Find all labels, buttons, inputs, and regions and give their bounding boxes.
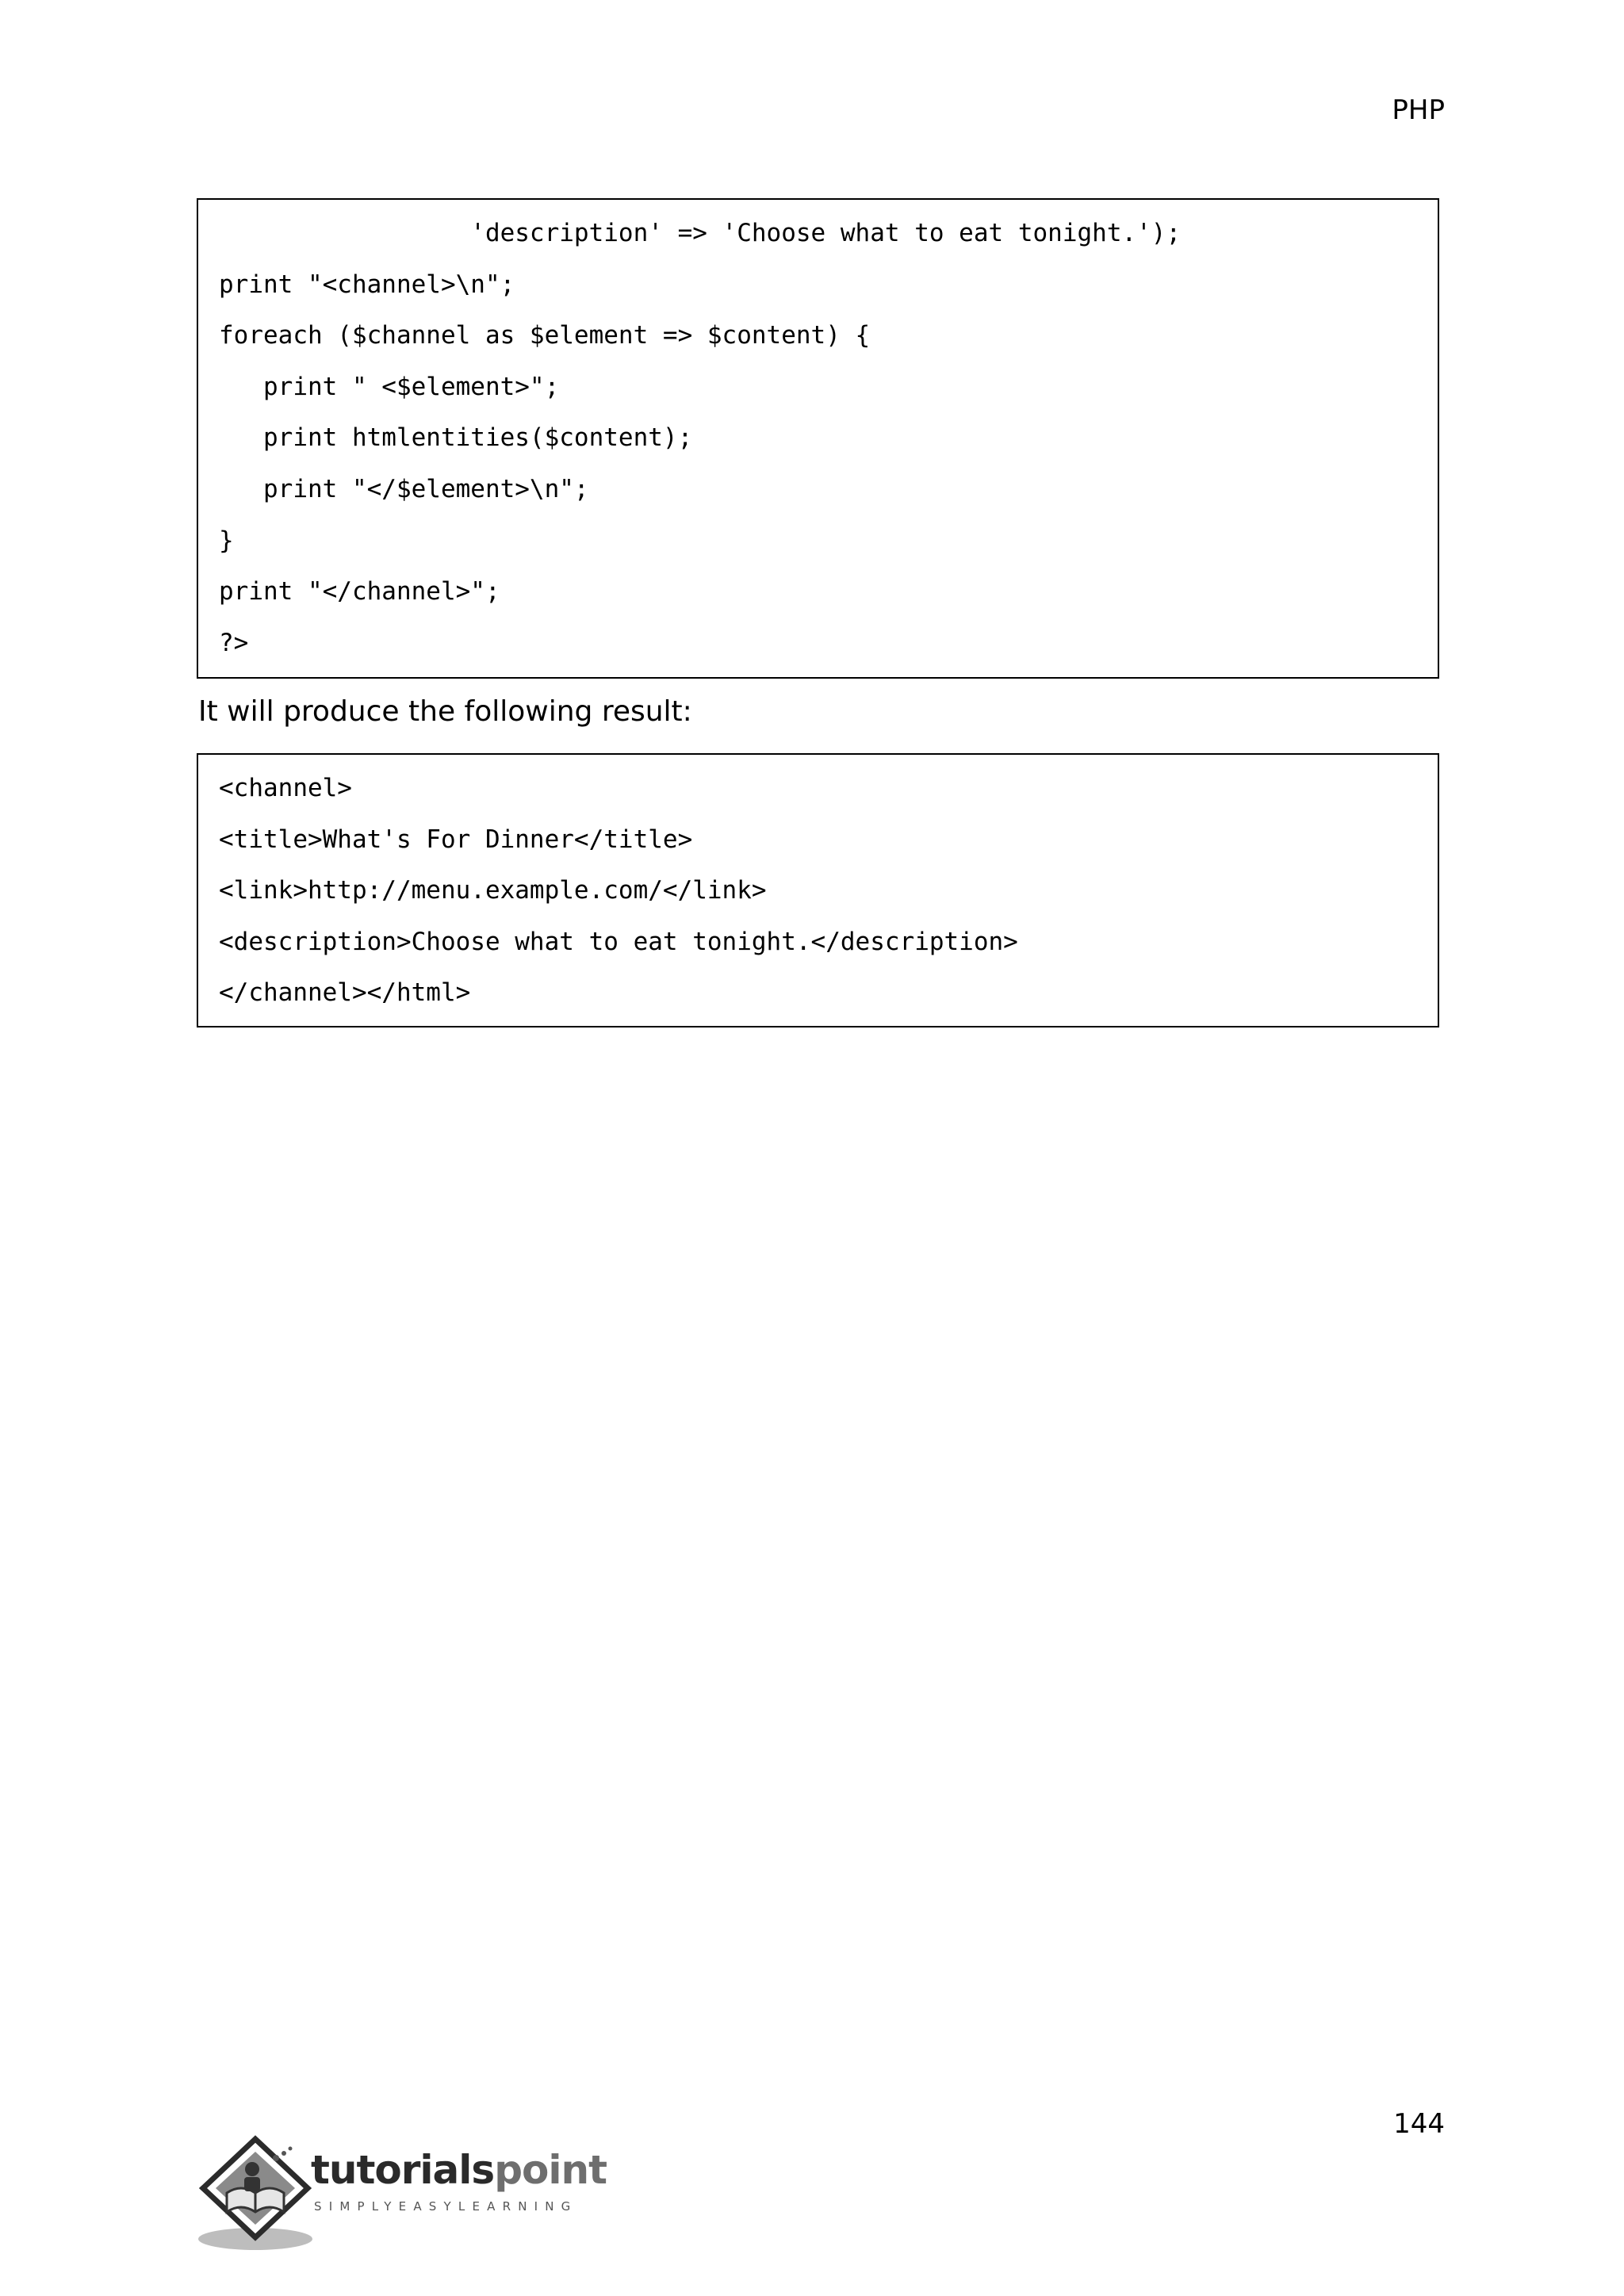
code-line: print "</channel>"; <box>219 577 500 607</box>
page-number: 144 <box>1393 2108 1445 2140</box>
code-line: 'description' => 'Choose what to eat tonight.'); <box>219 219 1182 247</box>
diamond-book-icon <box>195 2134 322 2253</box>
code-line: print "</$element>\n"; <box>219 474 589 503</box>
code-line: print "<channel>\n"; <box>219 270 515 299</box>
code-block-2 <box>197 753 1439 1027</box>
code-line: print htmlentities($content); <box>219 423 693 453</box>
logo-tagline: SIMPLYEASYLEARNING <box>314 2199 578 2214</box>
tutorialspoint-logo <box>195 2134 607 2253</box>
output-line: <channel> <box>219 774 352 802</box>
output-line: </channel></html> <box>219 978 471 1008</box>
output-line: <description>Choose what to eat tonight.</description> <box>219 927 1018 956</box>
code-line: foreach ($channel as $element => $content) { <box>219 321 871 350</box>
code-line: } <box>219 526 234 555</box>
logo-word-point: point <box>494 2147 607 2193</box>
logo-wordmark <box>311 2147 607 2193</box>
intro-paragraph: It will produce the following result: <box>198 695 692 728</box>
output-line: <link>http://menu.example.com/</link> <box>219 876 767 905</box>
output-line: <title>What's For Dinner</title> <box>219 825 693 854</box>
code-block-1 <box>197 198 1439 679</box>
running-header-title: PHP <box>1392 94 1445 126</box>
logo-word-tutorials: tutorials <box>311 2147 495 2193</box>
code-line: ?> <box>219 628 249 657</box>
code-line: print " <$element>"; <box>219 372 560 401</box>
